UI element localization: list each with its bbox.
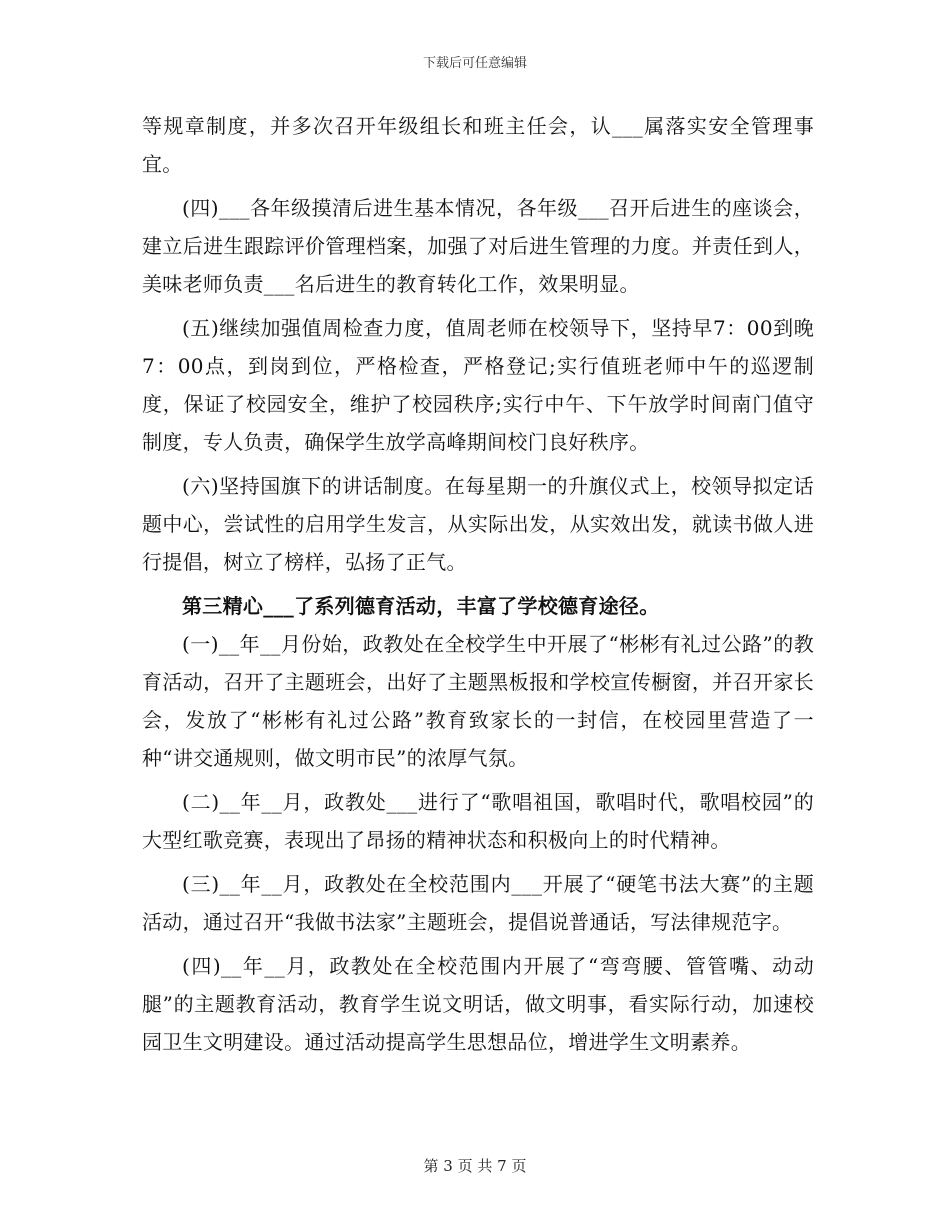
paragraph-continuation: 等规章制度，并多次召开年级组长和班主任会，认___属落实安全管理事宜。 [142, 114, 814, 176]
paragraph-item-6: (六)坚持国旗下的讲话制度。在每星期一的升旗仪式上，校领导拟定话题中心，尝试性的启用学生发言，从实际出发，从实效出发，就读书做人进行提倡，树立了榜样，弘扬了正气。 [142, 474, 814, 574]
paragraph-item-5: (五)继续加强值周检查力度，值周老师在校领导下，坚持早7：00到晚7：00点，到岗到位，严格检查，严格登记;实行值班老师中午的巡逻制度，保证了校园安全，维护了校园秩序;实行中午、下午放学时间南门值守制度，专人负责，确保学生放学高峰期间校门良好秩序。 [142, 316, 814, 454]
page-footer: 第 3 页 共 7 页 [423, 1157, 527, 1175]
paragraph-activity-1: (一)__年__月份始，政教处在全校学生中开展了“彬彬有礼过公路”的教育活动，召开了主题班会，出好了主题黑板报和学校宣传橱窗，并召开家长会，发放了“彬彬有礼过公路”教育致家长的一封信，在校园里营造了一种“讲交通规则，做文明市民”的浓厚气氛。 [142, 632, 814, 770]
page-header: 下载后可任意编辑 [422, 56, 527, 71]
document-body [142, 107, 814, 1061]
paragraph-activity-4: (四)__年__月，政教处在全校范围内开展了“弯弯腰、管管嘴、动动腿”的主题教育活动，教育学生说文明话，做文明事，看实际行动，加速校园卫生文明建设。通过活动提高学生思想品位，增进学生文明素养。 [142, 954, 814, 1054]
paragraph-item-4: (四)___各年级摸清后进生基本情况，各年级___召开后进生的座谈会，建立后进生跟踪评价管理档案，加强了对后进生管理的力度。并责任到人，美味老师负责___名后进生的教育转化工作，效果明显。 [142, 196, 814, 296]
paragraph-activity-2: (二)__年__月，政教处___进行了“歌唱祖国，歌唱时代，歌唱校园”的大型红歌竞赛，表现出了昂扬的精神状态和积极向上的时代精神。 [142, 790, 814, 852]
paragraph-activity-3: (三)__年__月，政教处在全校范围内___开展了“硬笔书法大赛”的主题活动，通过召开“我做书法家”主题班会，提倡说普通话，写法律规范字。 [142, 872, 814, 934]
section-heading: 第三精心___了系列德育活动，丰富了学校德育途径。 [182, 594, 660, 618]
